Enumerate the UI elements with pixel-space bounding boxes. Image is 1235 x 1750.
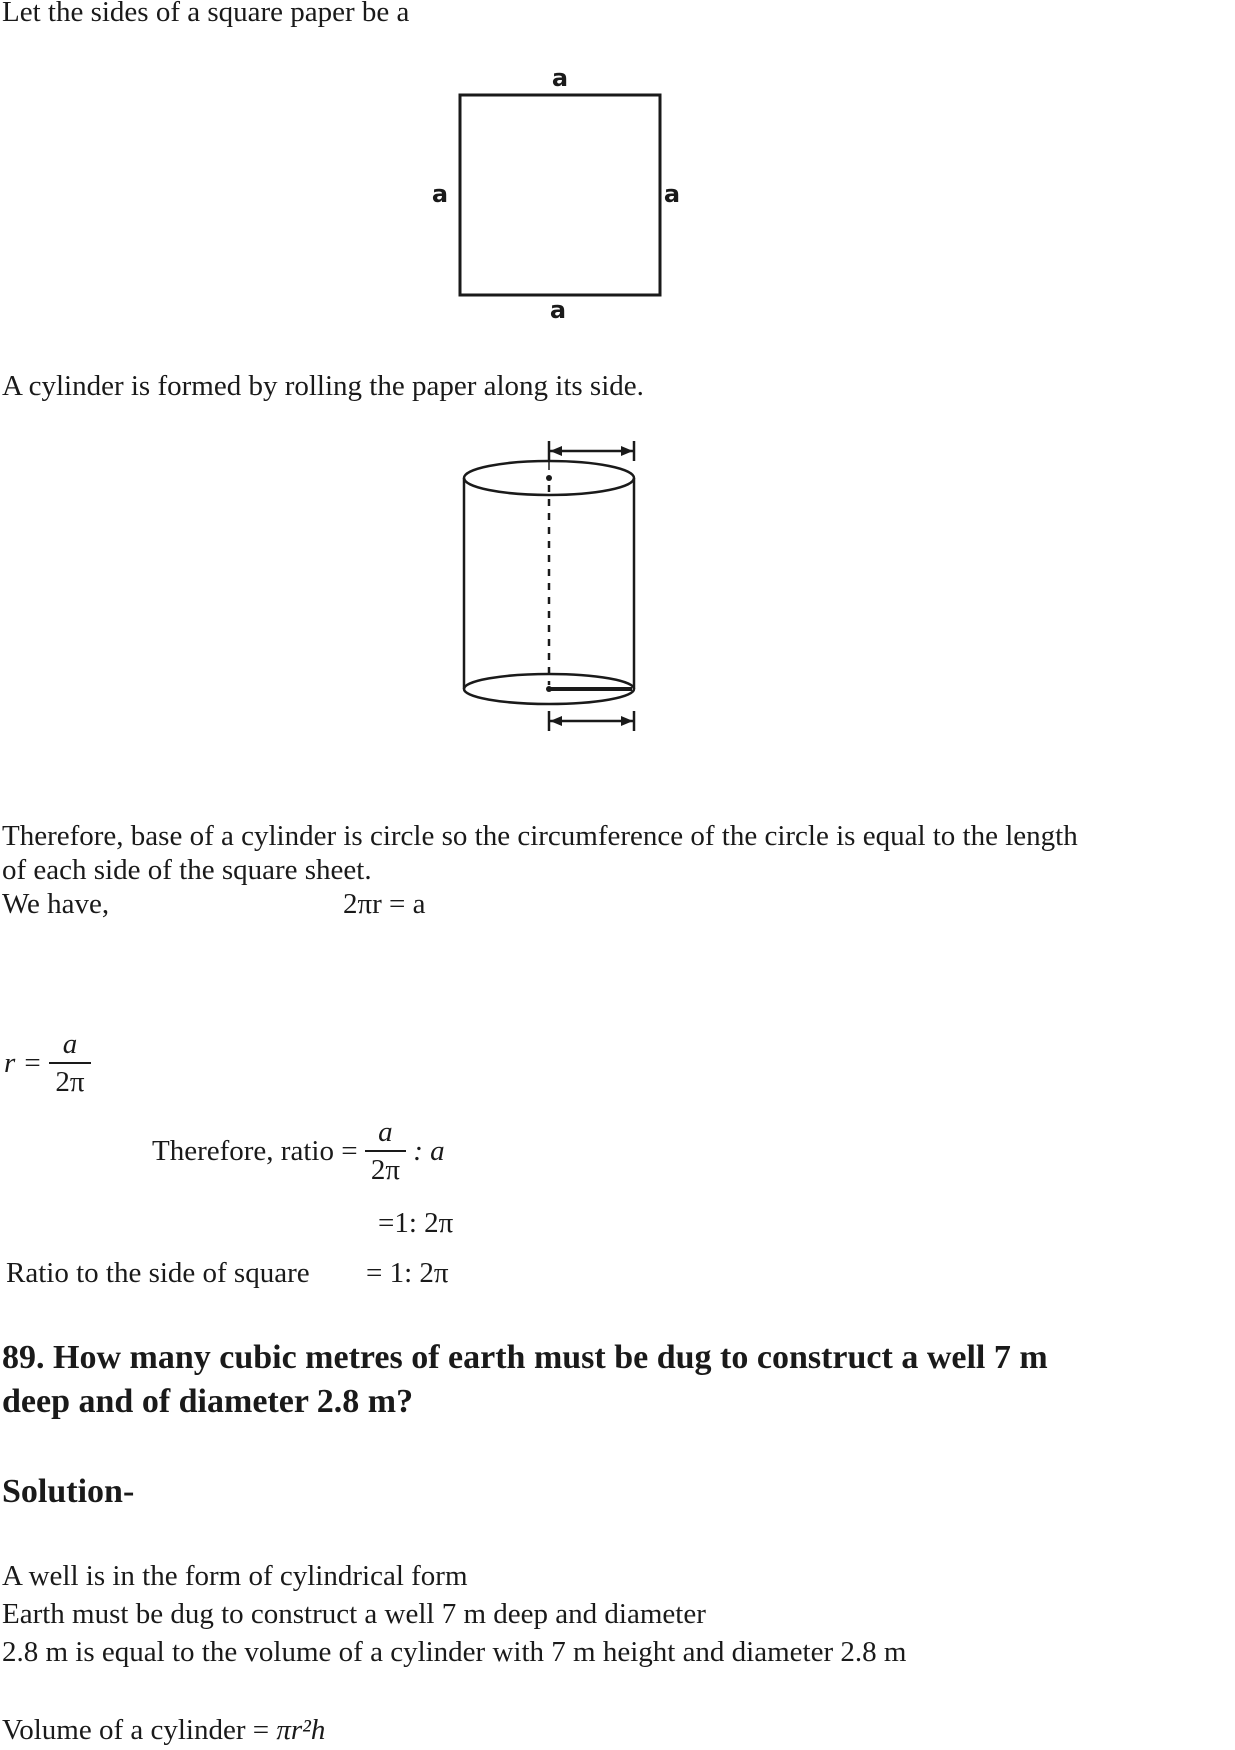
question-89-line-2: deep and of diameter 2.8 m? <box>2 1383 414 1420</box>
square-label-right: a <box>663 180 681 208</box>
square-label-top: a <box>551 64 569 92</box>
question-89-line-1: 89. How many cubic metres of earth must be dug to construct a well 7 m <box>2 1339 1048 1376</box>
we-have-label: We have, <box>2 888 110 920</box>
square-outline <box>460 95 660 295</box>
square-label-left: a <box>431 180 449 208</box>
intro-text: Let the sides of a square paper be a <box>2 0 410 28</box>
ratio-denominator: 2π <box>365 1150 406 1188</box>
radius-denominator: 2π <box>49 1062 90 1100</box>
solution-line-3: 2.8 m is equal to the volume of a cylinder with 7 m height and diameter 2.8 m <box>2 1636 907 1668</box>
ratio-label: Therefore, ratio = <box>152 1135 358 1167</box>
radius-equation <box>4 1026 91 1100</box>
therefore-text-line-2: of each side of the square sheet. <box>2 854 372 886</box>
cylinder-diagram <box>450 435 710 735</box>
solution-line-1: A well is in the form of cylindrical form <box>2 1560 468 1592</box>
solution-heading: Solution- <box>2 1473 135 1510</box>
ratio-equation <box>152 1114 445 1188</box>
solution-line-2: Earth must be dug to construct a well 7 m deep and diameter <box>2 1598 706 1630</box>
radius-lhs: r = <box>4 1047 43 1079</box>
circumference-equation: 2πr = a <box>343 888 426 920</box>
volume-label: Volume of a cylinder = <box>2 1714 270 1746</box>
square-diagram <box>420 62 700 352</box>
ratio-tail: : a <box>413 1135 445 1167</box>
therefore-text-line-1: Therefore, base of a cylinder is circle so the circumference of the circle is equal to the length <box>2 820 1078 852</box>
square-label-bottom: a <box>549 296 567 324</box>
radius-numerator: a <box>62 1028 78 1060</box>
ratio-side-value: = 1: 2π <box>366 1257 449 1289</box>
radius-fraction <box>49 1026 90 1100</box>
cylinder-formation-text: A cylinder is formed by rolling the paper along its side. <box>2 370 644 402</box>
ratio-fraction <box>365 1114 406 1188</box>
volume-formula: πr²h <box>276 1714 326 1746</box>
ratio-side-label: Ratio to the side of square <box>6 1257 310 1289</box>
ratio-numerator: a <box>378 1116 393 1148</box>
volume-formula-line <box>2 1712 325 1748</box>
ratio-result: =1: 2π <box>378 1207 454 1239</box>
